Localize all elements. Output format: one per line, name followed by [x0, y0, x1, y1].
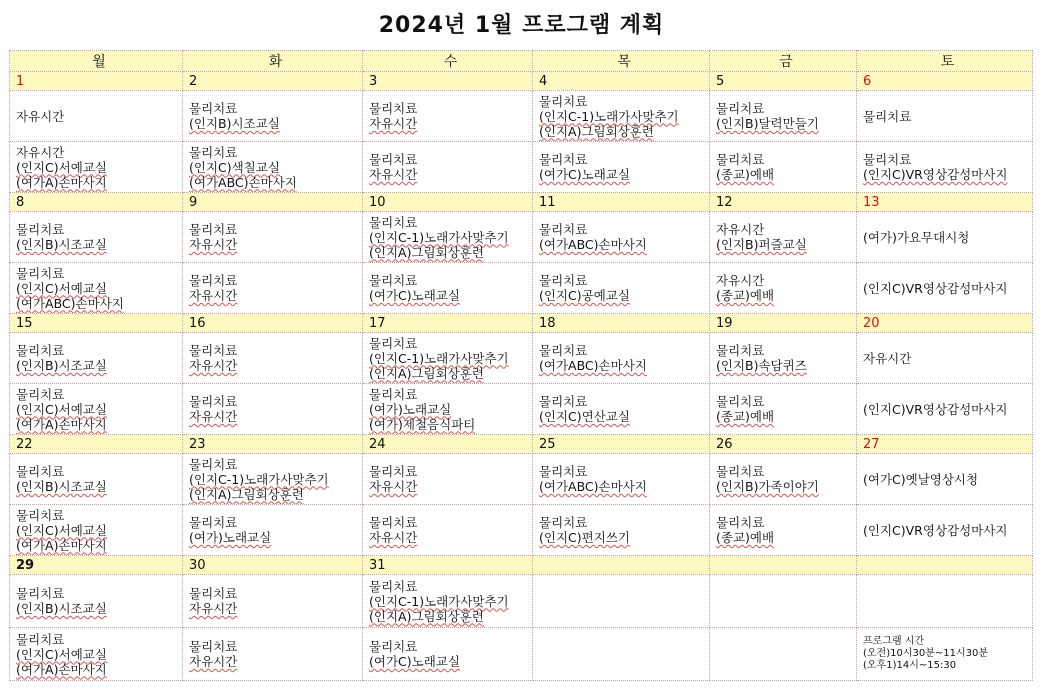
program-line: (종교)예배 — [716, 167, 775, 182]
program-line: 물리치료 — [539, 515, 588, 530]
program-line: 자유시간 — [16, 108, 65, 124]
program-line: 물리치료 — [716, 464, 765, 479]
program-cell — [857, 333, 1033, 384]
program-cell — [363, 454, 533, 505]
program-cell — [533, 263, 710, 314]
program-cell — [857, 212, 1033, 263]
program-line: 자유시간 — [369, 167, 418, 182]
program-line: 자유시간 — [369, 479, 418, 494]
program-line: 물리치료 — [369, 639, 418, 654]
program-line: (여가)제철음식파티 — [369, 416, 476, 432]
program-cell — [857, 384, 1033, 435]
program-line: 물리치료 — [189, 515, 238, 530]
weekday-header: 금 — [710, 51, 857, 72]
program-cell — [710, 142, 857, 193]
date-number: 22 — [10, 435, 183, 454]
program-line: 물리치료 — [539, 93, 588, 109]
program-line: (인지C)VR영상감성마사지 — [863, 522, 1008, 538]
program-cell — [857, 628, 1033, 681]
date-number: 25 — [533, 435, 710, 454]
date-number: 5 — [710, 72, 857, 91]
program-line: 물리치료 — [189, 101, 238, 116]
program-cell — [363, 142, 533, 193]
program-line: (인지C)서예교실 — [16, 401, 107, 417]
date-number: 2 — [183, 72, 363, 91]
program-line: 자유시간 — [189, 358, 238, 373]
program-line: 물리치료 — [369, 578, 418, 594]
program-line: 물리치료 — [716, 343, 765, 358]
program-cell — [857, 142, 1033, 193]
program-cell — [183, 384, 363, 435]
program-time-note: 프로그램 시간 — [863, 636, 925, 647]
program-cell — [533, 384, 710, 435]
program-line: 물리치료 — [539, 343, 588, 358]
program-time-note: (오전)10시30분~11시30분 — [863, 648, 989, 659]
morning-program-row — [10, 575, 1033, 628]
program-cell — [183, 263, 363, 314]
program-cell — [710, 628, 857, 681]
program-line: 물리치료 — [16, 222, 65, 237]
program-cell — [857, 454, 1033, 505]
date-number — [710, 556, 857, 575]
date-number: 12 — [710, 193, 857, 212]
program-line: 물리치료 — [189, 144, 238, 160]
afternoon-program-row — [10, 505, 1033, 556]
program-cell — [10, 384, 183, 435]
program-cell — [10, 212, 183, 263]
date-number: 30 — [183, 556, 363, 575]
program-cell — [857, 91, 1033, 142]
program-line: 물리치료 — [16, 265, 65, 281]
program-cell — [183, 575, 363, 628]
date-number: 26 — [710, 435, 857, 454]
date-number: 31 — [363, 556, 533, 575]
date-number: 18 — [533, 314, 710, 333]
program-cell — [533, 505, 710, 556]
morning-program-row — [10, 333, 1033, 384]
program-line: (인지B)가족이야기 — [716, 479, 819, 494]
program-cell — [183, 212, 363, 263]
program-line: 물리치료 — [189, 639, 238, 654]
date-number: 8 — [10, 193, 183, 212]
program-line: (종교)예배 — [716, 530, 775, 545]
program-cell — [710, 263, 857, 314]
program-line: 물리치료 — [369, 386, 418, 402]
program-line: (인지C)VR영상감성마사지 — [863, 280, 1008, 296]
date-number — [533, 556, 710, 575]
morning-program-row — [10, 91, 1033, 142]
date-number: 27 — [857, 435, 1033, 454]
program-line: (인지B)달력만들기 — [716, 116, 819, 131]
date-number: 13 — [857, 193, 1033, 212]
program-cell — [10, 628, 183, 681]
program-line: (인지A)그림회상훈련 — [189, 486, 304, 502]
date-row — [10, 435, 1033, 454]
program-line: 자유시간 — [189, 654, 238, 669]
program-cell — [363, 263, 533, 314]
program-line: 자유시간 — [863, 350, 912, 366]
program-line: 물리치료 — [863, 152, 912, 167]
program-line: (인지B)시조교실 — [16, 601, 107, 616]
date-number: 17 — [363, 314, 533, 333]
program-line: 물리치료 — [16, 507, 65, 523]
program-line: 물리치료 — [716, 394, 765, 409]
program-line: (인지C)서예교실 — [16, 522, 107, 538]
program-line: 자유시간 — [716, 273, 765, 288]
program-cell — [363, 384, 533, 435]
program-line: 물리치료 — [189, 586, 238, 601]
program-line: (여가ABC)손마사지 — [539, 237, 647, 252]
program-line: (여가A)손마사지 — [16, 661, 107, 677]
program-line: 물리치료 — [716, 152, 765, 167]
afternoon-program-row — [10, 142, 1033, 193]
program-line: 물리치료 — [16, 631, 65, 647]
date-number: 16 — [183, 314, 363, 333]
program-cell — [183, 333, 363, 384]
program-cell — [363, 212, 533, 263]
program-line: 물리치료 — [189, 222, 238, 237]
program-time-note: (오후1)14시~15:30 — [863, 660, 957, 671]
program-line: 자유시간 — [189, 288, 238, 303]
afternoon-program-row — [10, 263, 1033, 314]
program-line: (여가)노래교실 — [189, 530, 272, 545]
date-number: 3 — [363, 72, 533, 91]
program-line: 물리치료 — [539, 222, 588, 237]
program-line: (종교)예배 — [716, 288, 775, 303]
program-cell — [710, 575, 857, 628]
program-line: 물리치료 — [369, 335, 418, 351]
program-line: (인지B)시조교실 — [16, 237, 107, 252]
program-line: 물리치료 — [189, 456, 238, 472]
date-row — [10, 72, 1033, 91]
program-cell — [183, 628, 363, 681]
weekday-header-row — [10, 51, 1033, 72]
date-number: 4 — [533, 72, 710, 91]
program-cell — [183, 454, 363, 505]
program-line: 물리치료 — [16, 464, 65, 479]
program-cell — [533, 628, 710, 681]
program-line: (여가A)손마사지 — [16, 537, 107, 553]
program-cell — [10, 333, 183, 384]
program-line: 물리치료 — [369, 464, 418, 479]
program-line: (종교)예배 — [716, 409, 775, 424]
weekday-header: 목 — [533, 51, 710, 72]
program-line: (여가A)손마사지 — [16, 416, 107, 432]
program-cell — [710, 212, 857, 263]
program-cell — [710, 454, 857, 505]
program-cell — [533, 454, 710, 505]
date-row — [10, 193, 1033, 212]
program-line: (인지C)서예교실 — [16, 280, 107, 296]
program-line: 물리치료 — [369, 515, 418, 530]
program-line: (여가A)손마사지 — [16, 174, 107, 190]
program-line: 물리치료 — [716, 101, 765, 116]
program-cell — [183, 142, 363, 193]
program-line: (인지C)편지쓰기 — [539, 530, 630, 545]
program-cell — [363, 505, 533, 556]
program-line: (인지C)공예교실 — [539, 288, 630, 303]
date-number: 6 — [857, 72, 1033, 91]
program-cell — [857, 263, 1033, 314]
program-line: (인지C-1)노래가사맞추기 — [369, 593, 509, 609]
program-cell — [10, 142, 183, 193]
afternoon-program-row — [10, 384, 1033, 435]
program-line: (인지C)색칠교실 — [189, 159, 280, 175]
weekday-header: 수 — [363, 51, 533, 72]
program-line: (인지B)속담퀴즈 — [716, 358, 807, 373]
program-line: (인지B)시조교실 — [16, 479, 107, 494]
program-line: (여가ABC)손마사지 — [189, 174, 297, 190]
program-line: (인지C-1)노래가사맞추기 — [189, 471, 329, 487]
program-line: (여가)노래교실 — [369, 401, 452, 417]
program-line: 물리치료 — [369, 273, 418, 288]
weekday-header: 화 — [183, 51, 363, 72]
weekday-header: 월 — [10, 51, 183, 72]
program-cell — [10, 454, 183, 505]
program-cell — [710, 384, 857, 435]
program-cell — [533, 333, 710, 384]
program-line: 물리치료 — [539, 394, 588, 409]
program-cell — [183, 91, 363, 142]
program-cell — [857, 575, 1033, 628]
morning-program-row — [10, 212, 1033, 263]
morning-program-row — [10, 454, 1033, 505]
date-number: 29 — [10, 556, 183, 575]
program-line: 물리치료 — [369, 214, 418, 230]
program-line: 자유시간 — [369, 530, 418, 545]
program-line: (여가ABC)손마사지 — [16, 295, 124, 311]
program-line: 자유시간 — [369, 116, 418, 131]
program-cell — [183, 505, 363, 556]
date-number: 19 — [710, 314, 857, 333]
program-line: 자유시간 — [189, 237, 238, 252]
program-line: (인지C)연산교실 — [539, 409, 630, 424]
program-line: (인지B)퍼즐교실 — [716, 237, 807, 252]
date-number: 11 — [533, 193, 710, 212]
program-line: (인지A)그림회상훈련 — [369, 244, 484, 260]
program-cell — [10, 263, 183, 314]
program-line: (여가C)노래교실 — [369, 654, 460, 669]
date-number: 20 — [857, 314, 1033, 333]
program-line: (인지B)시조교실 — [189, 116, 280, 131]
program-cell — [857, 505, 1033, 556]
program-line: 물리치료 — [189, 343, 238, 358]
program-line: (여가C)노래교실 — [539, 167, 630, 182]
program-cell — [710, 333, 857, 384]
afternoon-program-row — [10, 628, 1033, 681]
program-cell — [710, 505, 857, 556]
weekday-header: 토 — [857, 51, 1033, 72]
program-line: (인지C-1)노래가사맞추기 — [369, 229, 509, 245]
program-line: 자유시간 — [189, 409, 238, 424]
program-cell — [533, 91, 710, 142]
program-line: (여가ABC)손마사지 — [539, 479, 647, 494]
program-line: (인지C-1)노래가사맞추기 — [539, 108, 679, 124]
program-cell — [533, 212, 710, 263]
date-number — [857, 556, 1033, 575]
program-line: (인지A)그림회상훈련 — [539, 123, 654, 139]
program-cell — [363, 575, 533, 628]
date-row — [10, 556, 1033, 575]
program-line: 자유시간 — [189, 601, 238, 616]
program-line: 물리치료 — [369, 101, 418, 116]
program-cell — [363, 628, 533, 681]
program-cell — [363, 333, 533, 384]
program-line: 물리치료 — [189, 394, 238, 409]
program-line: (인지C)VR영상감성마사지 — [863, 401, 1008, 417]
program-calendar-table — [9, 50, 1033, 681]
date-number: 24 — [363, 435, 533, 454]
program-line: (인지B)시조교실 — [16, 358, 107, 373]
date-number: 1 — [10, 72, 183, 91]
program-cell — [710, 91, 857, 142]
program-line: 물리치료 — [16, 343, 65, 358]
program-cell — [363, 91, 533, 142]
page-title: 2024년 1월 프로그램 계획 — [378, 13, 665, 38]
program-line: (인지C)VR영상감성마사지 — [863, 167, 1008, 182]
program-cell — [533, 575, 710, 628]
program-line: (인지C)서예교실 — [16, 646, 107, 662]
program-line: (인지A)그림회상훈련 — [369, 608, 484, 624]
program-line: (인지C)서예교실 — [16, 159, 107, 175]
date-row — [10, 314, 1033, 333]
date-number: 23 — [183, 435, 363, 454]
date-number: 9 — [183, 193, 363, 212]
program-line: (인지A)그림회상훈련 — [369, 365, 484, 381]
program-line: 물리치료 — [539, 152, 588, 167]
program-line: 물리치료 — [16, 586, 65, 601]
program-line: 물리치료 — [189, 273, 238, 288]
program-line: (여가)가요무대시청 — [863, 229, 970, 245]
program-line: 자유시간 — [16, 144, 65, 160]
program-line: (인지C-1)노래가사맞추기 — [369, 350, 509, 366]
program-line: 물리치료 — [16, 386, 65, 402]
date-number: 10 — [363, 193, 533, 212]
program-cell — [10, 91, 183, 142]
program-line: 물리치료 — [539, 273, 588, 288]
program-line: 물리치료 — [863, 108, 912, 124]
program-cell — [533, 142, 710, 193]
program-line: (여가C)노래교실 — [369, 288, 460, 303]
program-cell — [10, 505, 183, 556]
program-line: (여가ABC)손마사지 — [539, 358, 647, 373]
program-cell — [10, 575, 183, 628]
program-line: 물리치료 — [716, 515, 765, 530]
program-line: (여가C)옛날영상시청 — [863, 471, 979, 487]
program-line: 물리치료 — [539, 464, 588, 479]
program-line: 물리치료 — [369, 152, 418, 167]
date-number: 15 — [10, 314, 183, 333]
program-line: 자유시간 — [716, 222, 765, 237]
